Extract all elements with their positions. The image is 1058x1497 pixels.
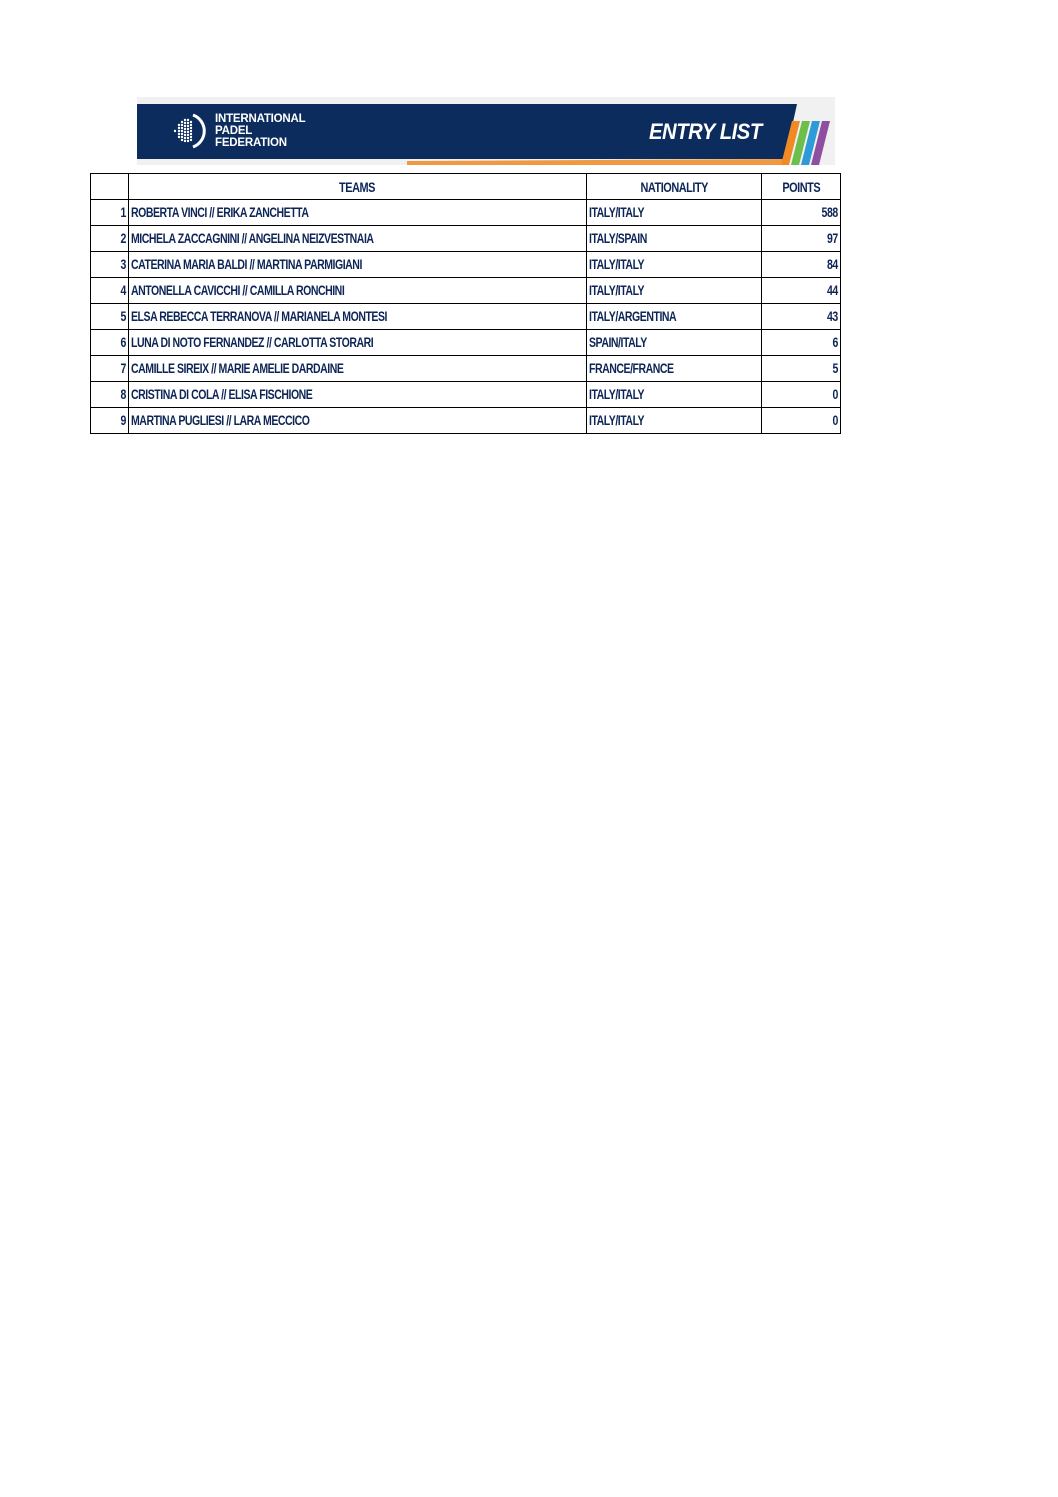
row-team: CAMILLE SIREIX // MARIE AMELIE DARDAINE [129, 356, 587, 382]
banner-orange-line [407, 159, 783, 165]
row-team: ANTONELLA CAVICCHI // CAMILLA RONCHINI [129, 278, 587, 304]
row-nationality: ITALY/ITALY [587, 408, 762, 434]
column-header-index [91, 174, 129, 200]
column-header-teams: TEAMS [129, 174, 587, 200]
table-row [91, 382, 841, 408]
header-banner [137, 97, 835, 165]
row-index: 3 [91, 252, 129, 278]
org-line-3: FEDERATION [215, 137, 287, 149]
row-points: 44 [762, 278, 841, 304]
row-team: MARTINA PUGLIESI // LARA MECCICO [129, 408, 587, 434]
org-line-1: INTERNATIONAL [215, 113, 306, 125]
row-nationality: ITALY/SPAIN [587, 226, 762, 252]
entry-list-table [90, 173, 841, 434]
column-header-points: POINTS [762, 174, 841, 200]
row-team: MICHELA ZACCAGNINI // ANGELINA NEIZVESTNAIA [129, 226, 587, 252]
row-nationality: ITALY/ITALY [587, 252, 762, 278]
row-team: ROBERTA VINCI // ERIKA ZANCHETTA [129, 200, 587, 226]
table-row [91, 252, 841, 278]
row-team: CATERINA MARIA BALDI // MARTINA PARMIGIANI [129, 252, 587, 278]
table-row [91, 304, 841, 330]
row-nationality: ITALY/ITALY [587, 200, 762, 226]
table-row [91, 356, 841, 382]
row-index: 1 [91, 200, 129, 226]
row-points: 97 [762, 226, 841, 252]
row-points: 84 [762, 252, 841, 278]
row-points: 6 [762, 330, 841, 356]
row-index: 6 [91, 330, 129, 356]
row-points: 0 [762, 408, 841, 434]
row-index: 8 [91, 382, 129, 408]
table-row [91, 330, 841, 356]
row-nationality: ITALY/ITALY [587, 278, 762, 304]
table-row [91, 226, 841, 252]
row-team: ELSA REBECCA TERRANOVA // MARIANELA MONTESI [129, 304, 587, 330]
row-points: 0 [762, 382, 841, 408]
column-header-nationality: NATIONALITY [587, 174, 762, 200]
table-row [91, 408, 841, 434]
row-index: 2 [91, 226, 129, 252]
row-team: LUNA DI NOTO FERNANDEZ // CARLOTTA STORARI [129, 330, 587, 356]
row-nationality: SPAIN/ITALY [587, 330, 762, 356]
table-row [91, 200, 841, 226]
ipf-logo-icon [167, 111, 207, 151]
table-row [91, 278, 841, 304]
table-header-row [91, 174, 841, 200]
org-line-2: PADEL [215, 125, 253, 137]
row-team: CRISTINA DI COLA // ELISA FISCHIONE [129, 382, 587, 408]
page-title: ENTRY LIST [649, 119, 762, 144]
federation-name [215, 113, 305, 149]
row-points: 588 [762, 200, 841, 226]
row-index: 9 [91, 408, 129, 434]
row-index: 7 [91, 356, 129, 382]
row-points: 5 [762, 356, 841, 382]
row-points: 43 [762, 304, 841, 330]
row-nationality: FRANCE/FRANCE [587, 356, 762, 382]
row-nationality: ITALY/ARGENTINA [587, 304, 762, 330]
row-nationality: ITALY/ITALY [587, 382, 762, 408]
row-index: 4 [91, 278, 129, 304]
row-index: 5 [91, 304, 129, 330]
